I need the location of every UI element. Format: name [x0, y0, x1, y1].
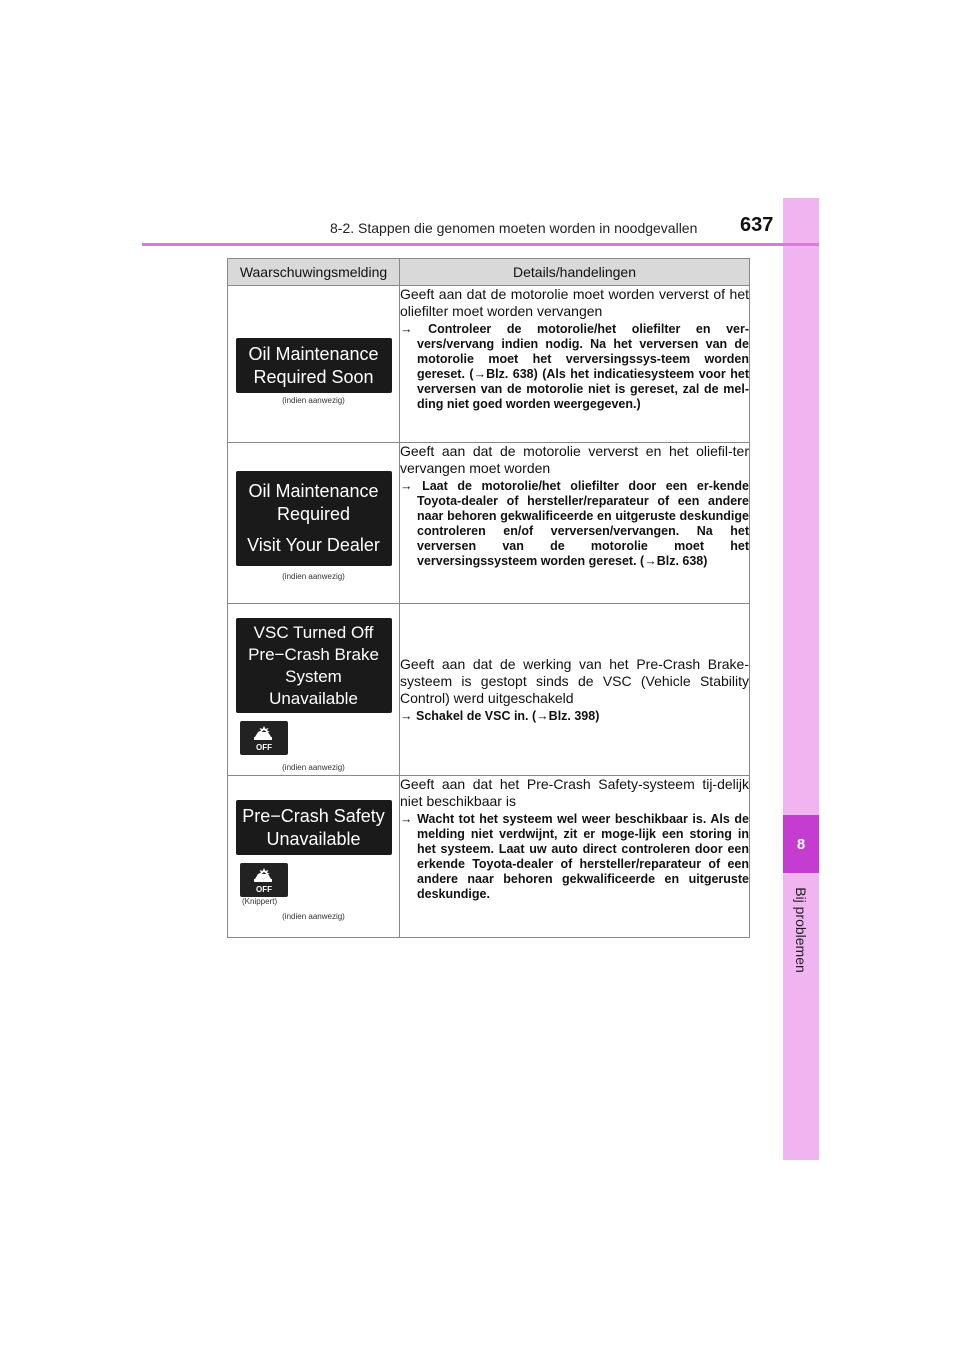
action-content: Schakel de VSC in. (→Blz. 398)	[415, 708, 600, 723]
icon-wrapper	[240, 863, 399, 906]
warning-message-display	[236, 800, 392, 855]
action-content: Wacht tot het systeem wel weer beschikbaar is. Als de melding niet verdwijnt, zit er moge-lijk een storing in het systeem. Laat uw auto direct controleren door een erkende Toyota-dealer of hersteller/reparateur of een andere naar behoren gekwalificeerde en uitgeruste deskundige.	[417, 812, 750, 901]
action-content: Laat de motorolie/het oliefilter door een er-kende Toyota-dealer of hersteller/reparateur of een andere naar behoren gekwalificeerde en uitgeruste deskundige controleren en/of verversen/vervangen. Na het verversen van de motorolie moet het verversingssysteem worden gereset. (→Blz. 638)	[417, 479, 749, 568]
message-line: System	[285, 666, 342, 686]
pre-crash-off-icon	[240, 863, 288, 897]
action-text	[400, 709, 749, 724]
icon-off-label: OFF	[256, 884, 272, 894]
table-row	[228, 604, 750, 776]
availability-note: (indien aanwezig)	[282, 396, 345, 405]
description-text: Geeft aan dat de motorolie ververst en het oliefil-ter vervangen moet worden	[400, 443, 749, 476]
message-line: VSC Turned Off	[253, 622, 374, 642]
message-line: Visit Your Dealer	[247, 535, 380, 555]
chapter-label-container	[783, 880, 819, 980]
action-text	[400, 322, 749, 412]
description-text: Geeft aan dat de werking van het Pre-Crash Brake-systeem is gestopt sinds de VSC (Vehicle Stability Control) werd uitgeschakeld	[400, 655, 749, 706]
availability-note: (indien aanwezig)	[282, 572, 345, 581]
chapter-number-tab	[783, 815, 819, 873]
table-row	[228, 776, 750, 938]
icon-wrapper	[240, 721, 399, 755]
blink-note: (Knippert)	[242, 897, 278, 906]
message-line: Oil Maintenance	[248, 481, 379, 501]
chapter-number: 8	[796, 835, 806, 853]
details-cell	[400, 443, 750, 604]
page-number: 637	[740, 214, 774, 236]
header-rule	[142, 243, 819, 246]
warning-message-display	[236, 618, 392, 713]
description-text: Geeft aan dat het Pre-Crash Safety-systeem tij-delijk niet beschikbaar is	[400, 776, 749, 809]
arrow-icon: →	[400, 812, 413, 826]
action-content: Controleer de motorolie/het oliefilter en ver-vers/vervang indien nodig. Na het verversen van de motorolie moet het verversingssys-teem worden gereset. (→Blz. 638) (Als het indicatiesysteem voor het verversen van de motorolie niet is gereset, zal de mel-ding niet goed worden weergegeven.)	[417, 322, 749, 411]
table-row	[228, 443, 750, 604]
pre-crash-off-icon	[240, 721, 288, 755]
car-collision-icon	[249, 867, 279, 885]
message-line: Unavailable	[269, 688, 358, 708]
availability-note: (indien aanwezig)	[282, 912, 345, 921]
message-line: Unavailable	[266, 828, 361, 849]
details-cell	[400, 604, 750, 776]
table-row	[228, 286, 750, 443]
message-line: Pre−Crash Brake	[248, 644, 379, 664]
message-line: Pre−Crash Safety	[242, 805, 385, 826]
arrow-icon: →	[400, 322, 413, 336]
message-line: Oil Maintenance	[248, 343, 379, 364]
arrow-icon: →	[400, 708, 413, 723]
section-title: 8-2. Stappen die genomen moeten worden in noodgevallen	[330, 220, 698, 236]
warning-message-display	[236, 471, 392, 566]
car-collision-icon	[249, 725, 279, 743]
availability-note: (indien aanwezig)	[282, 763, 345, 772]
details-cell	[400, 286, 750, 443]
warning-cell	[228, 443, 400, 604]
icon-off-label: OFF	[256, 742, 272, 752]
table-header-row	[228, 259, 750, 286]
chapter-side-tab	[783, 198, 819, 1160]
warning-message-display	[236, 338, 392, 393]
action-text	[400, 812, 749, 902]
message-line: Required	[276, 504, 351, 524]
action-text	[400, 479, 749, 569]
column-header-warning: Waarschuwingsmelding	[228, 259, 400, 286]
warning-table	[227, 258, 750, 938]
column-header-details: Details/handelingen	[400, 259, 750, 286]
message-line: Required Soon	[253, 366, 374, 387]
warning-cell	[228, 776, 400, 938]
arrow-icon: →	[400, 479, 413, 493]
warning-cell	[228, 604, 400, 776]
warning-cell	[228, 286, 400, 443]
chapter-label: Bij problemen	[793, 887, 810, 973]
details-cell	[400, 776, 750, 938]
description-text: Geeft aan dat de motorolie moet worden ververst of het oliefilter moet worden vervangen	[400, 286, 749, 319]
